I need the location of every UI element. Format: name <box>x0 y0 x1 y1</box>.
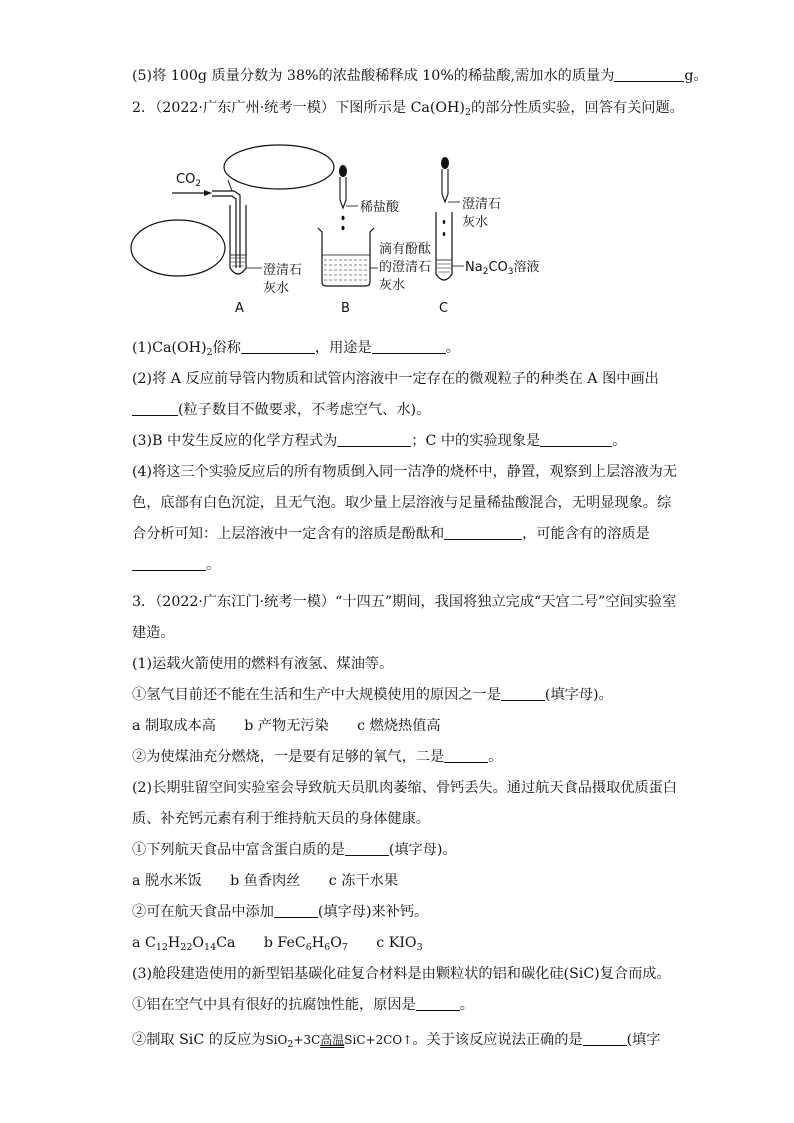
a-solution-label: 澄清石 <box>263 263 303 278</box>
q2-part4-cont2: 合分析可知：上层溶液中一定含有的溶质是酚酞和 ，可能含有的溶质是 <box>132 526 650 542</box>
bubble-left <box>131 220 225 276</box>
answer-blank[interactable] <box>444 747 488 763</box>
q2-part4: (4)将这三个实验反应后的所有物质倒入同一洁净的烧杯中，静置，观察到上层溶液为无 <box>132 464 678 480</box>
label-c: C <box>439 301 449 316</box>
answer-blank[interactable] <box>274 902 318 918</box>
answer-blank[interactable] <box>540 431 612 447</box>
arrow-icon <box>204 190 212 196</box>
q3-part2-cont: 质、补充钙元素有利于维持航天员的身体健康。 <box>132 811 430 827</box>
q2-part2: (2)将 A 反应前导管内物质和试管内溶液中一定存在的微观粒子的种类在 A 图中画出 <box>132 371 659 387</box>
label-b: B <box>341 301 350 316</box>
answer-blank[interactable] <box>501 685 545 701</box>
c-solution-label: $Na_2CO_3$溶液 <box>465 260 540 277</box>
answer-blank[interactable] <box>132 400 178 416</box>
answer-blank[interactable] <box>444 524 522 540</box>
q2-part4-cont3: 。 <box>132 555 220 575</box>
answer-blank[interactable] <box>132 555 206 571</box>
b-label-3: 灰水 <box>379 278 406 293</box>
q2-part1: $(1)Ca(OH)_2$俗称 ，用途是 。 <box>132 340 460 358</box>
answer-blank[interactable] <box>583 1030 627 1046</box>
c-dropper-label-2: 灰水 <box>462 215 489 230</box>
b-label-1: 滴有酚酞 <box>379 242 432 257</box>
answer-blank[interactable] <box>372 338 446 354</box>
q2-part2-cont: (粒子数目不做要求，不考虑空气、水)。 <box>132 400 430 420</box>
answer-blank[interactable] <box>241 338 315 354</box>
q3-part2: (2)长期驻留空间实验室会导致航天员肌肉萎缩、骨钙丢失。通过航天食品摄取优质蛋白 <box>132 780 678 796</box>
answer-blank[interactable] <box>416 995 460 1011</box>
q3-part3: (3)舱段建造使用的新型铝基碳化硅复合材料是由颗粒状的铝和碳化硅(SiC)复合而成。 <box>132 966 671 982</box>
apparatus-diagram <box>132 150 552 320</box>
q3-part2-formulas: a $C_{12}H_{22}O_{14}Ca$ b $FeC_6H_6O_7$ c $KIO_3$ <box>132 935 423 953</box>
q3-part1-options: a 制取成本高 b 产物无污染 c 燃烧热值高 <box>132 718 441 734</box>
answer-blank[interactable] <box>614 66 684 82</box>
q2-part4-cont: 色，底部有白色沉淀，且无气泡。取少量上层溶液与足量稀盐酸混合，无明显现象。综 <box>132 495 672 511</box>
bubble-top <box>224 145 334 189</box>
reaction-equation: SiO$_2$+3C高温SiC+2CO↑ <box>265 1033 413 1050</box>
a-solution-label-2: 灰水 <box>263 281 290 296</box>
experiment-figure <box>132 150 552 320</box>
answer-blank[interactable] <box>337 431 411 447</box>
q3-part2-d: ②可在航天食品中添加 (填字母)来补钙。 <box>132 904 429 920</box>
c-dropper-label-1: 澄清石 <box>462 197 502 212</box>
q3-part2-options: a 脱水米饭 b 鱼香肉丝 c 冻干水果 <box>132 873 399 889</box>
q3-part2-c: ①下列航天食品中富含蛋白质的是 (填字母)。 <box>132 842 457 858</box>
b-dropper-label: 稀盐酸 <box>360 200 400 215</box>
q3-heading-cont: 建造。 <box>132 625 175 641</box>
label-a: A <box>235 301 244 316</box>
co2-label: $CO_2$ <box>176 172 202 189</box>
q2-heading: 2．（2022·广东广州·统考一模）下图所示是 $Ca(OH)_2$的部分性质实验，回答有关问题。 <box>132 100 684 118</box>
q3-part1-a: ①氢气目前还不能在生活和生产中大规模使用的原因之一是 (填字母)。 <box>132 687 613 703</box>
q3-part1-b: ②为使煤油充分燃烧，一是要有足够的氧气，二是 。 <box>132 749 503 765</box>
answer-blank[interactable] <box>345 840 389 856</box>
q1-part5: (5)将 100g 质量分数为 38%的浓盐酸稀释成 10%的稀盐酸,需加水的质量为 g。 <box>132 68 708 84</box>
b-label-2: 的澄清石 <box>379 260 432 275</box>
q3-part3-c: ②制取 SiC 的反应为SiO$_2$+3C高温SiC+2CO↑。关于该反应说法正确的是 (填字 <box>132 1032 661 1050</box>
q3-part3-b: ①铝在空气中具有很好的抗腐蚀性能，原因是 。 <box>132 997 474 1013</box>
q3-part1: (1)运载火箭使用的燃料有液氢、煤油等。 <box>132 656 394 672</box>
q2-part3: (3)B 中发生反应的化学方程式为 ；C 中的实验现象是 。 <box>132 433 627 449</box>
q3-heading: 3．（2022·广东江门·统考一模）“十四五”期间，我国将独立完成“天宫二号”空间实验室 <box>132 594 677 610</box>
